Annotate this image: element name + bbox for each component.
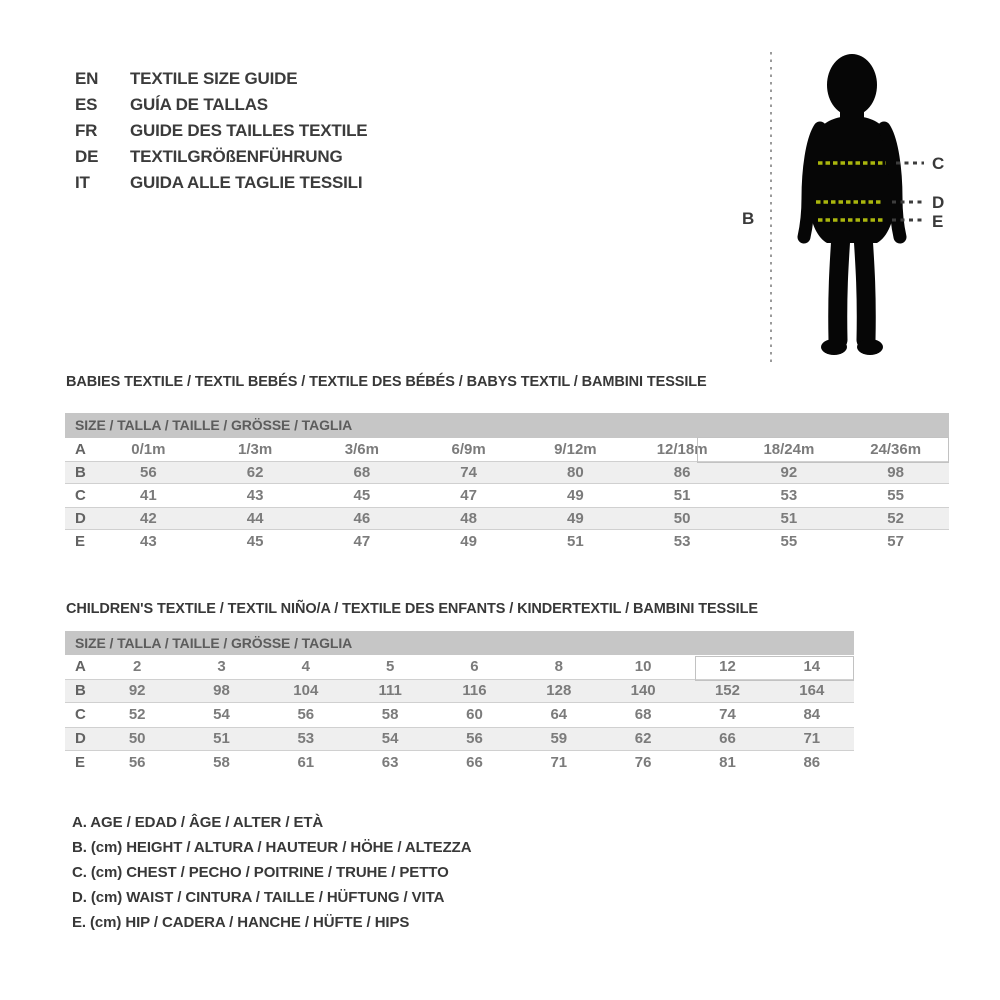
- table-cell: 49: [460, 533, 477, 550]
- lang-title: GUIDE DES TAILLES TEXTILE: [130, 121, 368, 140]
- table-cell: 86: [803, 754, 821, 771]
- table-cell: 24/36m: [870, 441, 922, 458]
- legend-hip: E. (cm) HIP / CADERA / HANCHE / HÜFTE / HIPS: [72, 914, 410, 931]
- table-cell: 12: [719, 658, 736, 675]
- measurement-figure: [730, 40, 990, 370]
- table-cell: 62: [634, 730, 652, 747]
- table-cell: 116: [462, 682, 487, 699]
- table-cell: 3/6m: [344, 441, 379, 458]
- table-cell: 74: [460, 464, 477, 481]
- table-cell: 164: [799, 682, 825, 699]
- table-cell: 46: [353, 510, 371, 527]
- table-cell: 51: [673, 487, 691, 504]
- table-cell: 4: [301, 658, 310, 675]
- table-cell: 76: [634, 754, 652, 771]
- legend-waist: D. (cm) WAIST / CINTURA / TAILLE / HÜFTUNG / VITA: [72, 889, 445, 906]
- lang-title: GUIDA ALLE TAGLIE TESSILI: [130, 173, 363, 192]
- row-label: A: [75, 658, 86, 675]
- legend-age: A. AGE / EDAD / ÂGE / ALTER / ETÀ: [72, 814, 324, 831]
- babies-table-header: SIZE / TALLA / TAILLE / GRÖSSE / TAGLIA: [65, 413, 949, 438]
- table-cell: 18/24m: [763, 441, 815, 458]
- table-cell: 45: [246, 533, 264, 550]
- row-label: E: [75, 754, 86, 771]
- babies-section-title: BABIES TEXTILE / TEXTIL BEBÉS / TEXTILE DES BÉBÉS / BABYS TEXTIL / BAMBINI TESSILE: [66, 374, 707, 390]
- table-cell: 128: [546, 682, 572, 699]
- table-cell: 51: [567, 533, 584, 550]
- table-cell: 61: [297, 754, 315, 771]
- language-title-list: [75, 66, 367, 196]
- table-cell: 6/9m: [451, 441, 486, 458]
- lang-title: GUÍA DE TALLAS: [130, 95, 268, 114]
- table-cell: 58: [381, 706, 399, 723]
- table-cell: 71: [550, 754, 568, 771]
- table-cell: 0/1m: [131, 441, 166, 458]
- table-cell: 47: [460, 487, 477, 504]
- table-cell: 55: [780, 533, 798, 550]
- table-cell: 56: [140, 464, 157, 481]
- table-cell: 45: [353, 487, 371, 504]
- height-label: B: [742, 209, 755, 228]
- children-table-header: SIZE / TALLA / TAILLE / GRÖSSE / TAGLIA: [65, 631, 854, 655]
- row-label: D: [75, 510, 86, 527]
- table-row-C: [65, 703, 854, 727]
- table-cell: 74: [719, 706, 736, 723]
- table-cell: 92: [128, 682, 146, 699]
- table-cell: 62: [246, 464, 264, 481]
- table-row-D: [65, 727, 854, 751]
- table-cell: 81: [719, 754, 736, 771]
- table-cell: 53: [297, 730, 315, 747]
- table-cell: 1/3m: [238, 441, 273, 458]
- table-cell: 49: [567, 487, 584, 504]
- table-cell: 6: [470, 658, 479, 675]
- table-cell: 98: [887, 464, 904, 481]
- table-cell: 14: [803, 658, 821, 675]
- table-cell: 43: [140, 533, 157, 550]
- table-cell: 64: [550, 706, 568, 723]
- row-label: C: [75, 706, 86, 723]
- table-cell: 54: [381, 730, 399, 747]
- table-cell: 51: [213, 730, 230, 747]
- table-cell: 42: [140, 510, 157, 527]
- table-cell: 52: [128, 706, 146, 723]
- babies-highlight-box: [697, 437, 949, 463]
- table-cell: 55: [887, 487, 904, 504]
- table-cell: 58: [213, 754, 230, 771]
- row-label: B: [75, 464, 86, 481]
- table-cell: 5: [385, 658, 395, 675]
- row-label: B: [75, 682, 86, 699]
- table-cell: 56: [297, 706, 315, 723]
- lang-code: ES: [75, 95, 98, 114]
- table-cell: 43: [246, 487, 264, 504]
- table-cell: 66: [719, 730, 736, 747]
- table-cell: 12/18m: [656, 441, 708, 458]
- table-row-D: [65, 507, 949, 530]
- lang-code: EN: [75, 69, 99, 88]
- table-row-E: [65, 751, 854, 775]
- table-cell: 86: [673, 464, 691, 481]
- row-label: D: [75, 730, 86, 747]
- table-row-E: [65, 530, 949, 553]
- lang-row-es: [75, 92, 367, 118]
- lang-row-de: [75, 144, 367, 170]
- lang-title: TEXTILGRÖßENFÜHRUNG: [130, 147, 343, 166]
- lang-code: FR: [75, 121, 98, 140]
- lang-code: DE: [75, 147, 99, 166]
- legend-chest: C. (cm) CHEST / PECHO / POITRINE / TRUHE / PETTO: [72, 864, 449, 881]
- hip-label: E: [932, 212, 944, 231]
- table-cell: 57: [887, 533, 904, 550]
- table-cell: 10: [634, 658, 652, 675]
- table-cell: 140: [630, 682, 656, 699]
- table-cell: 56: [128, 754, 146, 771]
- waist-label: D: [932, 193, 945, 212]
- table-cell: 53: [780, 487, 798, 504]
- table-cell: 52: [887, 510, 904, 527]
- table-cell: 48: [460, 510, 477, 527]
- table-cell: 51: [780, 510, 798, 527]
- table-cell: 98: [213, 682, 230, 699]
- chest-label: C: [932, 154, 945, 173]
- row-label: C: [75, 487, 86, 504]
- table-cell: 50: [128, 730, 146, 747]
- children-section-title: CHILDREN'S TEXTILE / TEXTIL NIÑO/A / TEXTILE DES ENFANTS / KINDERTEXTIL / BAMBINI TESSILE: [66, 601, 758, 617]
- table-cell: 53: [673, 533, 691, 550]
- table-cell: 60: [466, 706, 483, 723]
- table-cell: 71: [803, 730, 821, 747]
- table-cell: 49: [567, 510, 584, 527]
- table-cell: 44: [246, 510, 264, 527]
- table-row-B: [65, 461, 949, 484]
- table-cell: 2: [132, 658, 142, 675]
- table-cell: 152: [714, 682, 740, 699]
- table-cell: 41: [140, 487, 157, 504]
- lang-code: IT: [75, 173, 90, 192]
- children-highlight-box: [695, 656, 854, 681]
- children-size-table: [65, 631, 854, 775]
- table-cell: 3: [217, 658, 226, 675]
- table-cell: 80: [567, 464, 584, 481]
- table-cell: 50: [673, 510, 691, 527]
- table-cell: 63: [381, 754, 399, 771]
- row-label: A: [75, 441, 86, 458]
- babies-size-table: [65, 413, 949, 553]
- lang-row-en: [75, 66, 367, 92]
- lang-row-fr: [75, 118, 367, 144]
- table-cell: 8: [554, 658, 563, 675]
- table-cell: 104: [293, 682, 319, 699]
- table-cell: 84: [803, 706, 821, 723]
- table-row-C: [65, 484, 949, 507]
- table-cell: 66: [466, 754, 483, 771]
- row-label: E: [75, 533, 86, 550]
- table-row-B: [65, 679, 854, 703]
- table-cell: 92: [780, 464, 798, 481]
- table-cell: 59: [550, 730, 568, 747]
- legend-height: B. (cm) HEIGHT / ALTURA / HAUTEUR / HÖHE / ALTEZZA: [72, 839, 472, 856]
- table-cell: 68: [353, 464, 371, 481]
- table-cell: 54: [213, 706, 230, 723]
- table-cell: 56: [466, 730, 483, 747]
- table-cell: 111: [378, 682, 402, 699]
- table-cell: 68: [634, 706, 652, 723]
- measurement-legend: [72, 810, 471, 935]
- lang-row-it: [75, 170, 367, 196]
- child-silhouette: [804, 54, 900, 355]
- lang-title: TEXTILE SIZE GUIDE: [130, 69, 298, 88]
- child-silhouette-figure: [730, 40, 990, 370]
- table-cell: 9/12m: [554, 441, 597, 458]
- table-cell: 47: [353, 533, 371, 550]
